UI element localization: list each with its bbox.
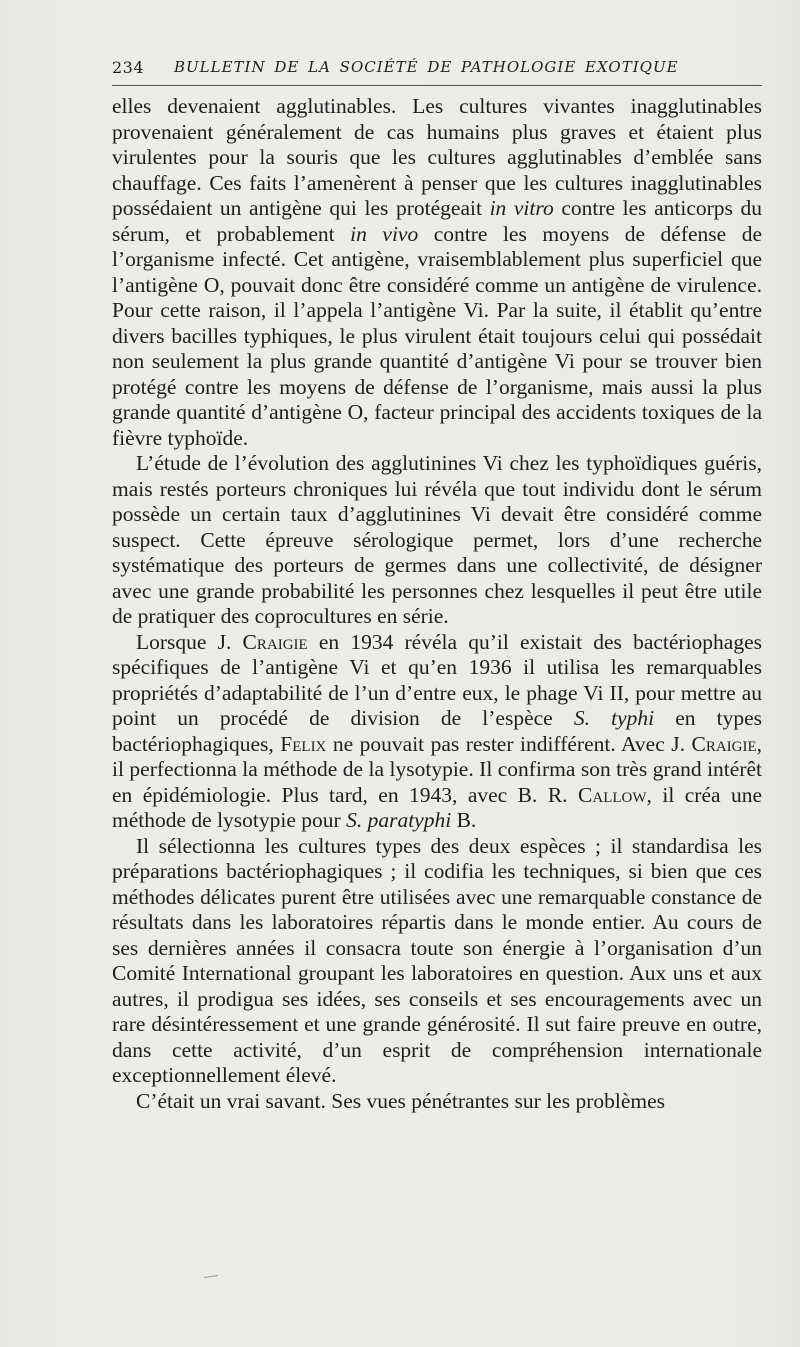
- paragraph-1-text-a: elles devenaient agglutinables. Les cultures vivantes inagglutinables provenaient généralement de cas humains plus graves et étaient plus virulentes pour la souris que les cultures agglutinables d’emblée sans chauffage. Ces faits l’amenèrent à penser que les cultures inagglutinables possédaient un antigène qui les protégeait: [112, 94, 762, 220]
- paragraph-3-text-a: Lorsque J.: [136, 629, 232, 654]
- author-name-callow: Callow,: [578, 782, 652, 807]
- paragraph-3-text-e: il perfectionna la méthode de la lysotypie. Il confirma son très grand intérêt en épidémiologie. Plus tard, en 1943, avec B. R.: [112, 757, 762, 807]
- article-body: [112, 94, 762, 1114]
- paragraph-1-italic-in-vivo: in vivo: [350, 221, 419, 246]
- author-name-craigie-2: Craigie,: [691, 731, 763, 756]
- paragraph-3-text-d: ne pouvait pas rester indifférent. Avec J.: [332, 731, 685, 756]
- author-name-craigie: Craigie: [242, 629, 308, 654]
- paragraph-1-text-c: contre les moyens de défense de l’organisme infecté. Cet antigène, vraisemblablement plus superficiel que l’antigène O, pouvait donc être considéré comme un antigène de virulence. Pour cette raison, il l’appela l’antigène Vi. Par la suite, il établit qu’entre divers bacilles typhiques, le plus virulent était toujours celui qui possédait non seulement la plus grande quantité d’antigène Vi pour se trouver bien protégé contre les moyens de défense de l’organisme, mais aussi la plus grande quantité d’antigène O, facteur principal des accidents toxiques de la fièvre typhoïde.: [112, 221, 762, 450]
- author-name-felix: Felix: [280, 731, 327, 756]
- page-header: [112, 56, 762, 82]
- paragraph-3: [112, 630, 762, 834]
- paragraph-3-text-b: en 1934 révéla qu’il existait des bactériophages spécifiques de l’antigène Vi et qu’en 1936 il utilisa les remarquables propriétés d’adaptabilité de l’un d’entre eux, le phage Vi II, pour mettre au point un procédé de division de l’espèce: [112, 629, 763, 730]
- header-rule: [112, 85, 762, 86]
- paragraph-3-text-c: en types bactériophagiques,: [112, 706, 763, 756]
- paragraph-1-italic-in-vitro: in vitro: [489, 196, 554, 220]
- running-title: BULLETIN DE LA SOCIÉTÉ DE PATHOLOGIE EXOTIQUE: [174, 58, 679, 76]
- stray-mark: [204, 1275, 218, 1278]
- page-number: 234: [112, 58, 145, 77]
- paragraph-3-text-f: il créa une méthode de lysotypie pour: [112, 782, 763, 832]
- paragraph-3-text-g: B.: [456, 808, 477, 832]
- paragraph-1: [112, 94, 762, 451]
- paragraph-1-text-b: contre les anticorps du sérum, et probablement: [112, 196, 763, 246]
- paragraph-5: C’était un vrai savant. Ses vues pénétrantes sur les problèmes: [136, 1088, 665, 1113]
- paragraph-4: Il sélectionna les cultures types des deux espèces ; il standardisa les préparations bactériophagiques ; il codifia les techniques, si bien que ces méthodes délicates purent être utilisées avec une remarquable constance de résultats dans les laboratoires répartis dans le monde entier. Au cours de ses dernières années il consacra toute son énergie à l’organisation d’un Comité International groupant les laboratoires en question. Aux uns et aux autres, il prodigua ses idées, ses conseils et ses encouragements avec un rare désintéressement et une grande générosité. Il sut faire preuve en outre, dans cette activité, d’un esprit de compréhension internationale exceptionnellement élevé.: [112, 833, 762, 1087]
- paragraph-2: L’étude de l’évolution des agglutinines Vi chez les typhoïdiques guéris, mais restés porteurs chroniques lui révéla que tout individu dont le sérum possède un certain taux d’agglutinines Vi devait être considéré comme suspect. Cette épreuve sérologique permet, lors d’une recherche systématique des porteurs de germes dans une collectivité, de désigner avec une grande probabilité les personnes chez lesquelles il peut être utile de pratiquer des coprocultures en série.: [112, 451, 762, 628]
- species-s-paratyphi: S. paratyphi: [346, 808, 452, 832]
- species-s-typhi: S. typhi: [573, 706, 655, 730]
